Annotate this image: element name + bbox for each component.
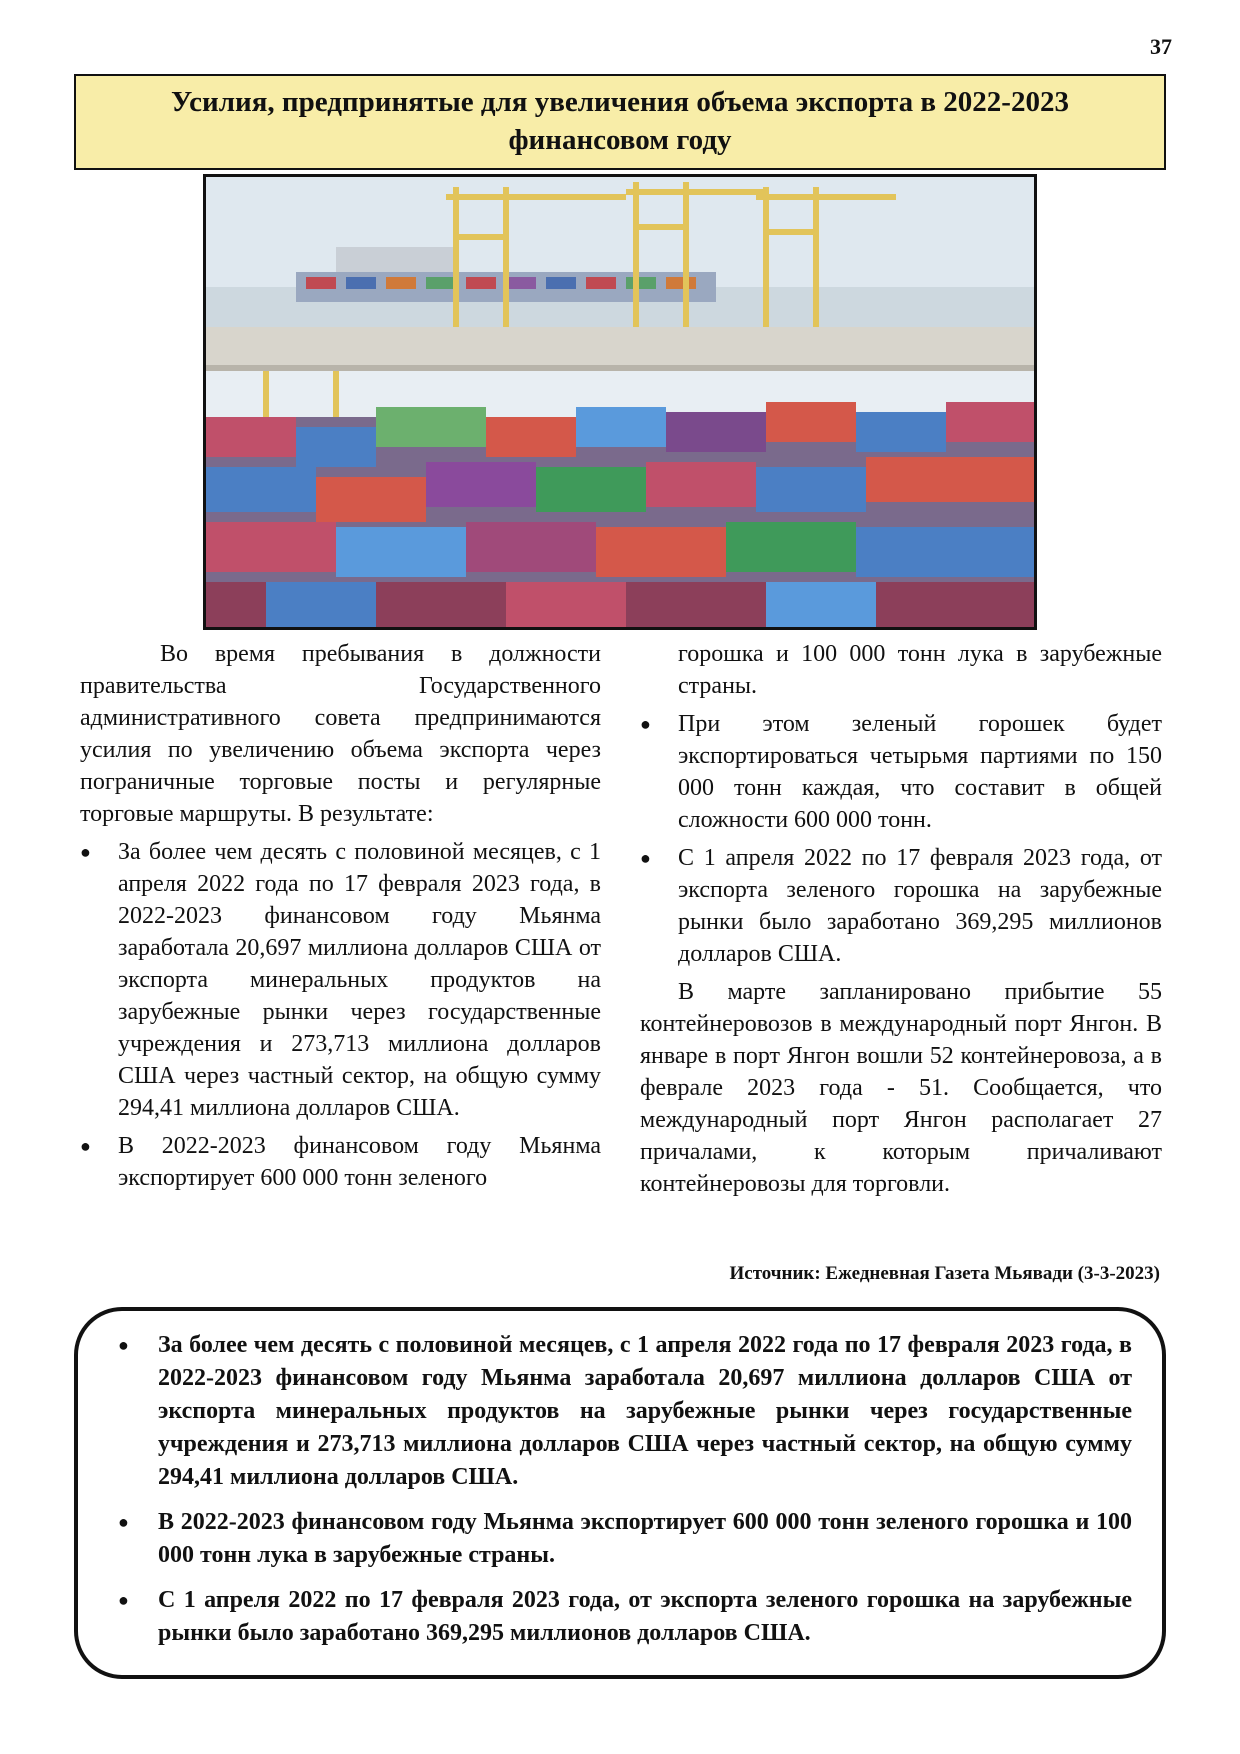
list-item: ● С 1 апреля 2022 по 17 февраля 2023 года, от экспорта зеленого горошка на зарубежные рынки было заработано 369,295 миллионов долларов США. bbox=[640, 842, 1162, 970]
left-column bbox=[80, 638, 601, 1194]
bullet-icon: ● bbox=[80, 1136, 91, 1156]
bullet-icon: ● bbox=[640, 848, 651, 868]
page-number: 37 bbox=[1150, 34, 1172, 59]
bullet-icon: ● bbox=[640, 714, 651, 734]
list-item: ● При этом зеленый горошек будет экспортироваться четырьмя партиями по 150 000 тонн каждая, что составит в общей сложности 600 000 тонн. bbox=[640, 708, 1162, 836]
page-title: Усилия, предпринятые для увеличения объема экспорта в 2022-2023 финансовом году bbox=[74, 74, 1166, 170]
summary-box bbox=[74, 1307, 1166, 1679]
intro-paragraph: Во время пребывания в должности правительства Государственного административного совета предпринимаются усилия по увеличению объема экспорта через пограничные торговые посты и регулярные торговые маршруты. В результате: bbox=[80, 641, 601, 827]
list-item: ● В 2022-2023 финансовом году Мьянма экспортирует 600 000 тонн зеленого горошка и 100 000 тонн лука в зарубежные страны. bbox=[108, 1506, 1132, 1572]
list-item: ● За более чем десять с половиной месяцев, с 1 апреля 2022 года по 17 февраля 2023 года, в 2022-2023 финансовом году Мьянма заработала 20,697 миллиона долларов США от экспорта минеральных продуктов на зарубежные рынки через государственные учреждения и 273,713 миллиона долларов США через частный сектор, на общую сумму 294,41 миллиона долларов США. bbox=[80, 836, 601, 1124]
bullet-icon: ● bbox=[118, 1512, 129, 1532]
list-item: ● С 1 апреля 2022 по 17 февраля 2023 года, от экспорта зеленого горошка на зарубежные рынки было заработано 369,295 миллионов долларов США. bbox=[108, 1584, 1132, 1650]
summary-list bbox=[108, 1329, 1132, 1650]
bullet-icon: ● bbox=[118, 1590, 129, 1610]
bullet-icon: ● bbox=[118, 1335, 129, 1355]
container-port-photo bbox=[203, 174, 1037, 630]
right-bullet-list bbox=[640, 708, 1162, 970]
right-column bbox=[640, 638, 1162, 1200]
bullet-icon: ● bbox=[80, 842, 91, 862]
left-bullet-list bbox=[80, 836, 601, 1194]
list-item: ● За более чем десять с половиной месяцев, с 1 апреля 2022 года по 17 февраля 2023 года, в 2022-2023 финансовом году Мьянма заработала 20,697 миллиона долларов США от экспорта минеральных продуктов на зарубежные рынки через государственные учреждения и 273,713 миллиона долларов США через частный сектор, на общую сумму 294,41 миллиона долларов США. bbox=[108, 1329, 1132, 1494]
list-item: ● В 2022-2023 финансовом году Мьянма экспортирует 600 000 тонн зеленого bbox=[80, 1130, 601, 1194]
source-citation: Источник: Ежедневная Газета Мьявади (3-3-2023) bbox=[729, 1263, 1160, 1284]
port-paragraph: В марте запланировано прибытие 55 контейнеровозов в международный порт Янгон. В январе в порт Янгон вошли 52 контейнеровоза, а в феврале 2023 года - 51. Сообщается, что международный порт Янгон располагает 27 причалами, к которым причаливают контейнеровозы для торговли. bbox=[640, 979, 1162, 1197]
bullet-continuation: горошка и 100 000 тонн лука в зарубежные страны. bbox=[678, 641, 1162, 699]
